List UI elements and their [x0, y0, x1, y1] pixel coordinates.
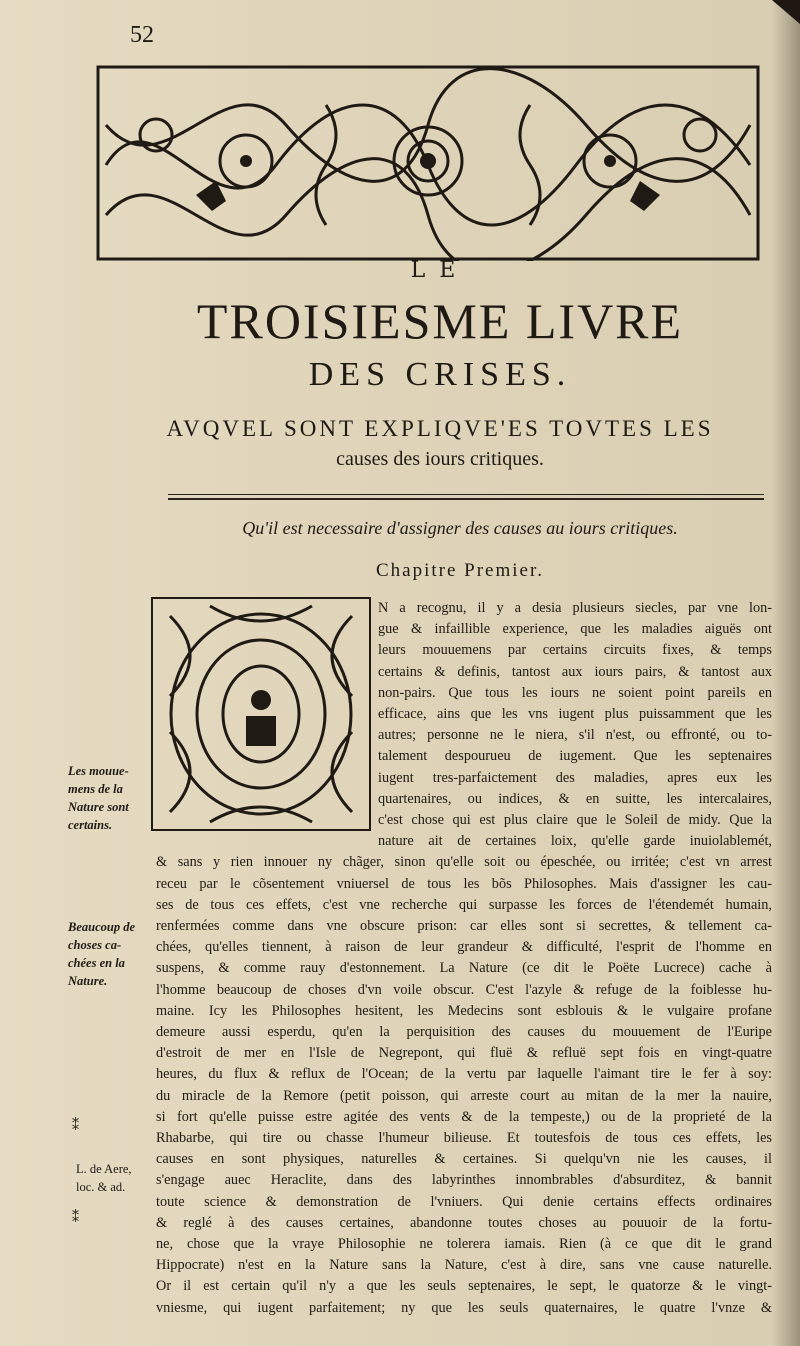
- marginal-mark: ⁑: [72, 1118, 79, 1134]
- page-number: 52: [130, 22, 154, 48]
- margin-note-mouuemens: [68, 762, 158, 834]
- title-troisiesme-livre: TROISIESME LIVRE: [196, 293, 684, 349]
- body-line: c'est chose qui est plus claire que le Soleil de midy. Que la: [378, 812, 772, 828]
- margin-note-line: certains.: [68, 818, 113, 832]
- body-line: autres; personne ne le niera, s'il n'est, ou effronté, ou to-: [378, 727, 772, 744]
- divider-thick: [168, 498, 764, 500]
- page-edge-shadow: [772, 0, 800, 1346]
- body-line: Or il est certain qu'il n'y a que les seuls septenaires, le sept, le quatorze & le vingt-: [156, 1278, 772, 1295]
- body-line: & sans y rien innouer ny chãger, sinon qu'elle soit ou épeschée, ou irritée; c'est vn arrest: [156, 854, 772, 871]
- margin-note-line: L. de Aere,: [76, 1162, 132, 1176]
- body-line: certains & definis, tantost aux iours pairs, & tantost aux: [378, 663, 772, 680]
- body-line: s'engage auec Heraclite, dans des labyrinthes innombrables d'absurditez, & bannit: [156, 1172, 772, 1189]
- margin-note-line: mens de la: [68, 782, 123, 796]
- margin-note-line: choses ca-: [68, 938, 122, 952]
- body-line: talement despourueu de iugement. Que les septenaires: [378, 748, 772, 765]
- title-auquel: AVQVEL SONT EXPLIQVE'ES TOVTES LES: [166, 416, 714, 441]
- margin-note-line: loc. & ad.: [76, 1180, 126, 1194]
- margin-note-line: Nature sont: [68, 800, 129, 814]
- body-line: quartenaires, ou indices, & en suitte, les intercalaires,: [378, 790, 772, 807]
- body-line: suspens, & comme rauy d'estonnement. La Nature (ce dit le Poëte Lucrece) cache à: [156, 960, 772, 977]
- title-des-crises: DES CRISES.: [308, 356, 572, 393]
- body-line: vniesme, qui iugent parfaitement; ny que les seuls quaternaires, le quatre l'vnze &: [156, 1299, 772, 1316]
- body-line: leurs mouuemens par certains circuits fixes, & temps: [378, 642, 772, 659]
- body-line: Hippocrate) n'est en la Nature sans la Nature, c'est à dire, sans vne cause naturelle.: [156, 1257, 772, 1274]
- body-line: iugent tres-parfaictement des maladies, apres eux les: [378, 769, 772, 786]
- chapter-subtitle: Qu'il est necessaire d'assigner des causes au iours critiques.: [242, 518, 678, 538]
- body-line: du miracle de la Remore (petit poisson, qui arreste court au mitan de la mer la nauire,: [156, 1087, 772, 1104]
- body-line: toute science & demonstration de l'vniuers. Qui denie certains effects ordinaires: [156, 1193, 772, 1210]
- body-line: l'homme beaucoup de choses d'vn voile obscur. C'est l'azyle & refuge de la foiblesse hu-: [156, 981, 772, 998]
- body-line: receu par le cõsentement vniuersel de tous les bõs Philosophes. Mais d'assigner les cau-: [156, 875, 772, 892]
- title-le: LE: [410, 258, 470, 283]
- margin-note-line: chées en la: [68, 956, 125, 970]
- body-line: nature ait de certaines loix, qu'elle garde inuiolablemét,: [378, 833, 772, 850]
- body-line: efficace, ains que les vns iugent plus puissamment que les: [378, 706, 772, 722]
- drop-cap-o-ornament: [150, 596, 372, 832]
- margin-note-line: Beaucoup de: [68, 920, 136, 934]
- margin-note-choses-cachees: [68, 918, 158, 990]
- body-line: gue & infaillible experience, que les maladies aiguës ont: [378, 621, 772, 638]
- body-line: chées, qu'elles tiennent, à raison de leur grandeur & difficulté, l'esprit de l'homme en: [156, 939, 772, 956]
- title-causes: causes des iours critiques.: [336, 448, 544, 470]
- body-line: ne, chose que la vraye Philosophie ne tolerera iamais. Rien (à ce que dit le grand: [156, 1236, 772, 1252]
- body-line: heures, du flux & reflux de l'Ocean; de la vertu par laquelle l'aimant tire le fer à soy:: [156, 1066, 772, 1083]
- body-line: demeure aussi esperdu, qu'en la perquisition des causes du mouuement de l'Euripe: [156, 1024, 772, 1040]
- body-line: causes en sont physiques, naturelles & certaines. Si quelqu'vn nie les causes, il: [156, 1151, 772, 1168]
- chapter-heading: Chapitre Premier.: [375, 560, 545, 581]
- headpiece-ornament: [96, 65, 760, 261]
- margin-note-reference: [76, 1160, 166, 1196]
- body-line: Rhabarbe, qui tire ou chasse l'humeur bilieuse. Et toutesfois de tous ces effets, les: [156, 1130, 772, 1146]
- marginal-mark: ⁑: [72, 1210, 79, 1226]
- body-line: & reglé à des causes certaines, abandonne toutes choses au pouuoir de la fortu-: [156, 1214, 772, 1231]
- body-line: d'estroit de mer en l'Isle de Negrepont, qui fluë & refluë sept fois en vingt-quatre: [156, 1045, 772, 1062]
- body-line: renfermées comme dans vne obscure prison: car elles sont si secrettes, & tellement ca-: [156, 918, 772, 934]
- body-line: ses de tous ces effets, c'est vne recherche qui surpasse les forces de l'étendemét humain,: [156, 896, 772, 913]
- margin-note-line: Nature.: [68, 974, 108, 988]
- body-line: maine. Icy les Philosophes hesitent, les Medecins sont esblouis & le vulgaire profane: [156, 1002, 772, 1019]
- body-line: si fort qu'elle puisse estre agitée des vents & de la tempeste,) ou de la proprieté de la: [156, 1108, 772, 1125]
- body-line: non-pairs. Que tous les iours ne soient point pareils en: [378, 684, 772, 701]
- divider-thin: [168, 494, 764, 495]
- body-line: N a recognu, il y a desia plusieurs siecles, par vne lon-: [378, 600, 772, 616]
- margin-note-line: Les mouue-: [68, 764, 129, 778]
